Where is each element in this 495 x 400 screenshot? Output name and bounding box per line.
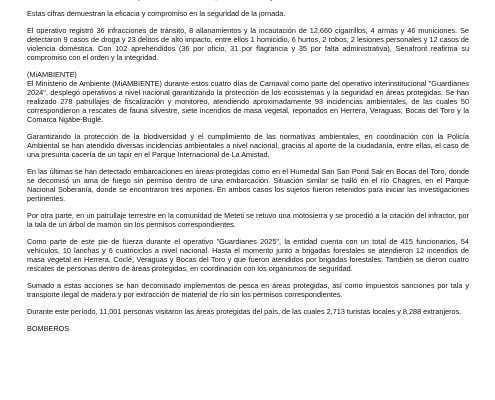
paragraph-decomisos-pesca: Sumado a estas acciones se han decomisado implementos de pesca en áreas protegidas, así como impuestos sanciones por tala y transporte ilegal de madera y por extracción de material de río sin los permisos correspondientes. xyxy=(27,281,469,299)
section-heading-miambiente: (MiAMBIENTE) xyxy=(27,70,77,79)
section-heading-bomberos: BOMBEROS xyxy=(27,324,70,333)
document-body xyxy=(27,0,469,333)
paragraph-visitantes: Durante este período, 11,001 personas visitaron las áreas protegidas del país, de las cuales 2,713 turistas locales y 8,288 extranjeros. xyxy=(27,307,462,316)
paragraph-operativo-senafront: El operativo registró 36 infracciones de tránsito, 8 allanamientos y la incautación de 12,660 cigarrillos, 4 armas y 46 municiones. Se detectaron 9 casos de droga y 23 delitos de alto impacto, entre ellos 1 homicidio, 6 hurtos, 2 robos, 2 lesiones personales y 12 casos de violencia doméstica. Con 102 aprehendidos (36 por oficio, 31 por flagrancia y 35 por falta administrativa), Senafront reafirma su compromiso con el orden y la integridad. xyxy=(27,26,469,62)
paragraph-ministerio-ambiente: El Ministerio de Ambiente (MiAMBIENTE) durante estos cuatro días de Carnaval como parte del operativo interinstitucional "Guardianes 2024", desplegó operativos a nivel nacional garantizando la protección de los ecosistemas y la seguridad en áreas protegidas. Se han realizado 278 patrullajes de fiscalización y monitoreo, atendiendo aproximadamente 93 incidencias ambientales, de las cuales 50 correspondieron a rescates de fauna silvestre, siete incendios de masa vegetal, reportados en Herrera, Veraguas, Bocas del Toro y la Comarca Ngäbe-Buglé. xyxy=(27,79,469,124)
paragraph-biodiversidad: Garantizando la protección de la biodiversidad y el cumplimiento de las normativas ambientales, en coordinación con la Policía Ambiental se han atendido diversas incidencias ambientales a nivel nacional, gracias al aporte de la ciudadanía, entre ellas, el caso de una presunta cacería de un tapir en el Parque Internacional de La Amistad. xyxy=(27,132,469,159)
paragraph-eficacia: Estas cifras demuestran la eficacia y compromiso en la seguridad de la jornada. xyxy=(27,9,286,18)
paragraph-embarcaciones-areas-protegidas: En las últimas se han detectado embarcaciones en áreas protegidas como en el Humedal San San Pond Sak en Bocas del Toro, donde se decomisó un ama de fuego sin permiso dentro de una embarcación. Situación similar se halló en el río Chagres, en el Parque Nacional Soberanía, donde se encontraron tres arpones. En ambos casos los sujetos fueron retenidos para iniciar las investigaciones pertinentes. xyxy=(27,167,469,203)
paragraph-pie-de-fuerza: Como parte de este pie de fuerza durante el operativo "Guardianes 2025", la entidad cuenta con un total de 415 funcionarios, 54 vehículos, 10 lanchas y 6 cuatriciclos a nivel nacional. Hasta el momento junto a brigadas forestales se atendieron 12 incendios de masa vegetal en Herrera, Coclé, Veraguas y Bocas del Toro y que fueron atendidos por brigadas forestales. También se dieron cuatro rescates de personas dentro de áreas protegidas, en coordinación con los organismos de seguridad. xyxy=(27,237,469,273)
paragraph-patrullaje-meteti: Por otra parte, en un patrullaje terrestre en la comunidad de Meteti se retuvo una motosierra y se procedió a la citación del infractor, por la tala de un árbol de mamón sin los permisos correspondientes. xyxy=(27,211,469,229)
paragraph-embarcaciones xyxy=(27,0,469,1)
